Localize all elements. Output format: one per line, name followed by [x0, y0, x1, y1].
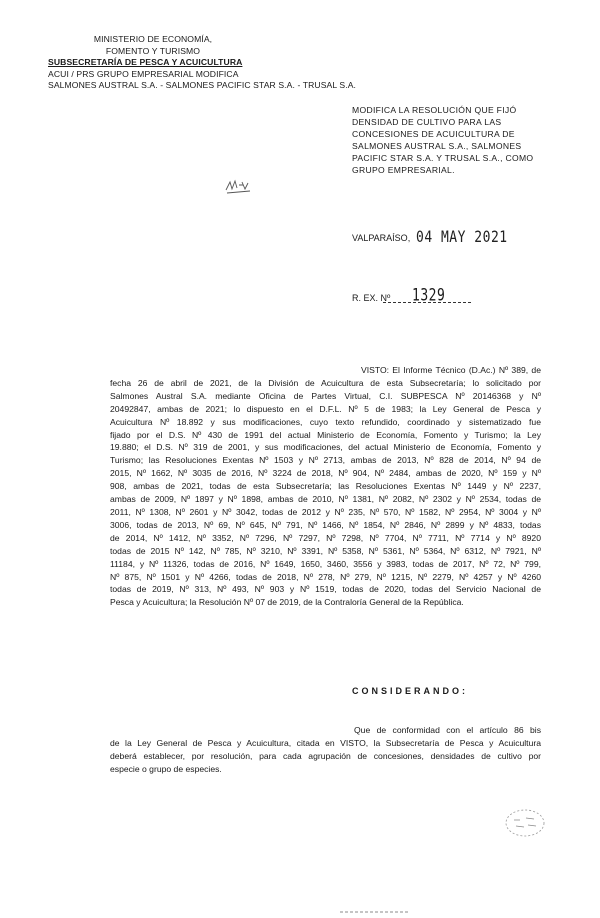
letterhead: [48, 34, 357, 92]
subject-line: PACIFIC STAR S.A. Y TRUSAL S.A., COMO: [352, 152, 534, 163]
resolution-number: 1329: [412, 286, 446, 306]
ministry-name-cont: FOMENTO Y TURISMO: [105, 45, 201, 56]
visto-line: fecha 26 de abril de 2021, de la División de Acuicultura de esta Subsecretaría; lo solicitado por: [110, 377, 541, 388]
paragraph-line: deberá establecer, por resolución, para cada agrupación de concesiones, densidades de cultivo por: [110, 750, 541, 761]
visto-line: VISTO: El Informe Técnico (D.Ac.) Nº 389, de: [361, 365, 541, 375]
resolution-subject: [352, 105, 544, 176]
subject-line: GRUPO EMPRESARIAL.: [352, 164, 455, 175]
paragraph-line: Que de conformidad con el artículo 86 bis: [354, 725, 541, 735]
visto-line: 3006, todas de 2013, Nº 69, Nº 645, Nº 791, Nº 1466, Nº 1854, Nº 2846, Nº 2899 y Nº 4833, todas: [110, 519, 541, 530]
date-stamp: 04 MAY 2021: [416, 228, 508, 247]
visto-line: 20492847, ambas de 2021; lo dispuesto en el D.F.L. Nº 5 de 1983; la Ley General de Pesca y: [110, 403, 541, 414]
initials-scribble-icon: [224, 176, 254, 196]
visto-line: 19.880; el D.S. Nº 319 de 2001, y sus modificaciones, del actual Ministerio de Economía, Fomento y: [110, 442, 541, 453]
visto-line: Acuicultura Nº 18.892 y sus modificaciones, cuyo texto refundido, coordinado y sistematizado fue: [110, 416, 541, 427]
considerando-paragraph: [110, 724, 541, 776]
visto-line: todas de 2019, Nº 313, Nº 493, Nº 903 y Nº 1519, todas de 2020, todas del Servicio Nacional de: [110, 584, 541, 595]
visto-line: 11184, y Nº 11326, todas de 2016, Nº 1649, 1650, 3460, 3556 y 3983, todas de 2017, Nº 72, Nº 799,: [110, 558, 541, 569]
visto-line: Salmones Austral S.A. mediante Oficina de Partes Virtual, C.I. SUBPESCA Nº 20146368 y Nº: [110, 390, 541, 401]
resolution-number-label: R. EX. Nº: [352, 293, 391, 303]
visto-line: 908, ambas de 2021, todas de esta Subsecretaría; las Resoluciones Exentas Nº 1449 y Nº 2237,: [110, 481, 541, 492]
subject-line: CONCESIONES DE ACUICULTURA DE: [352, 128, 515, 139]
visto-paragraph: [110, 364, 541, 609]
page-edge-mark: [340, 910, 410, 914]
visto-line: ambas de 2009, Nº 1897 y Nº 1898, ambas de 2010, Nº 1381, Nº 2082, Nº 2302 y Nº 2534, todas de: [110, 494, 541, 505]
paragraph-line: de la Ley General de Pesca y Acuicultura, citada en VISTO, la Subsecretaría de Pesca y Acuicultura: [110, 737, 541, 748]
visto-line: fijado por el D.S. Nº 430 de 1991 del actual Ministerio de Economía, Fomento y Turismo; la Ley: [110, 429, 541, 440]
visto-line: Pesca y Acuicultura; la Resolución Nº 07 de 2019, de la Contraloría General de la República.: [110, 597, 464, 608]
place-label: VALPARAÍSO,: [352, 233, 411, 243]
paragraph-line: especie o grupo de especies.: [110, 763, 222, 774]
visto-line: Turismo; las Resoluciones Exentas Nº 1503 y Nº 2713, ambas de 2013, Nº 828 de 2014, Nº 94 de: [110, 455, 541, 466]
seal-stamp-icon: [504, 808, 546, 838]
visto-line: todas de 2015 Nº 142, Nº 785, Nº 3210, Nº 3391, Nº 5358, Nº 5361, Nº 5364, Nº 6312, Nº 7921, Nº: [110, 545, 541, 556]
visto-line: Nº 875, Nº 1501 y Nº 4266, todas de 2018, Nº 278, Nº 279, Nº 1215, Nº 2279, Nº 4257 y Nº 4260: [110, 571, 541, 582]
visto-line: 2015, Nº 1662, Nº 3035 de 2016, Nº 3224 de 2018, Nº 904, Nº 2484, ambas de 2020, Nº 159 y Nº: [110, 468, 541, 479]
visto-line: 2011, Nº 1308, Nº 2601 y Nº 3042, todas de 2012 y Nº 235, Nº 570, Nº 1582, Nº 2954, Nº 3004 y Nº: [110, 506, 541, 517]
ministry-name: MINISTERIO DE ECONOMÍA,: [93, 34, 213, 44]
considerando-heading: CONSIDERANDO:: [352, 686, 469, 696]
file-reference: ACUI / PRS GRUPO EMPRESARIAL MODIFICA: [48, 68, 239, 79]
visto-line: de 2014, Nº 1412, Nº 3352, Nº 7296, Nº 7297, Nº 7298, Nº 7704, Nº 7711, Nº 7714 y Nº 8920: [110, 532, 541, 543]
subject-line: MODIFICA LA RESOLUCIÓN QUE FIJÓ: [352, 105, 517, 115]
subject-line: SALMONES AUSTRAL S.A., SALMONES: [352, 140, 522, 151]
subject-line: DENSIDAD DE CULTIVO PARA LAS: [352, 116, 502, 127]
companies-reference: SALMONES AUSTRAL S.A. - SALMONES PACIFIC STAR S.A. - TRUSAL S.A.: [48, 80, 357, 90]
undersecretariat-name: SUBSECRETARÍA DE PESCA Y ACUICULTURA: [48, 57, 243, 67]
